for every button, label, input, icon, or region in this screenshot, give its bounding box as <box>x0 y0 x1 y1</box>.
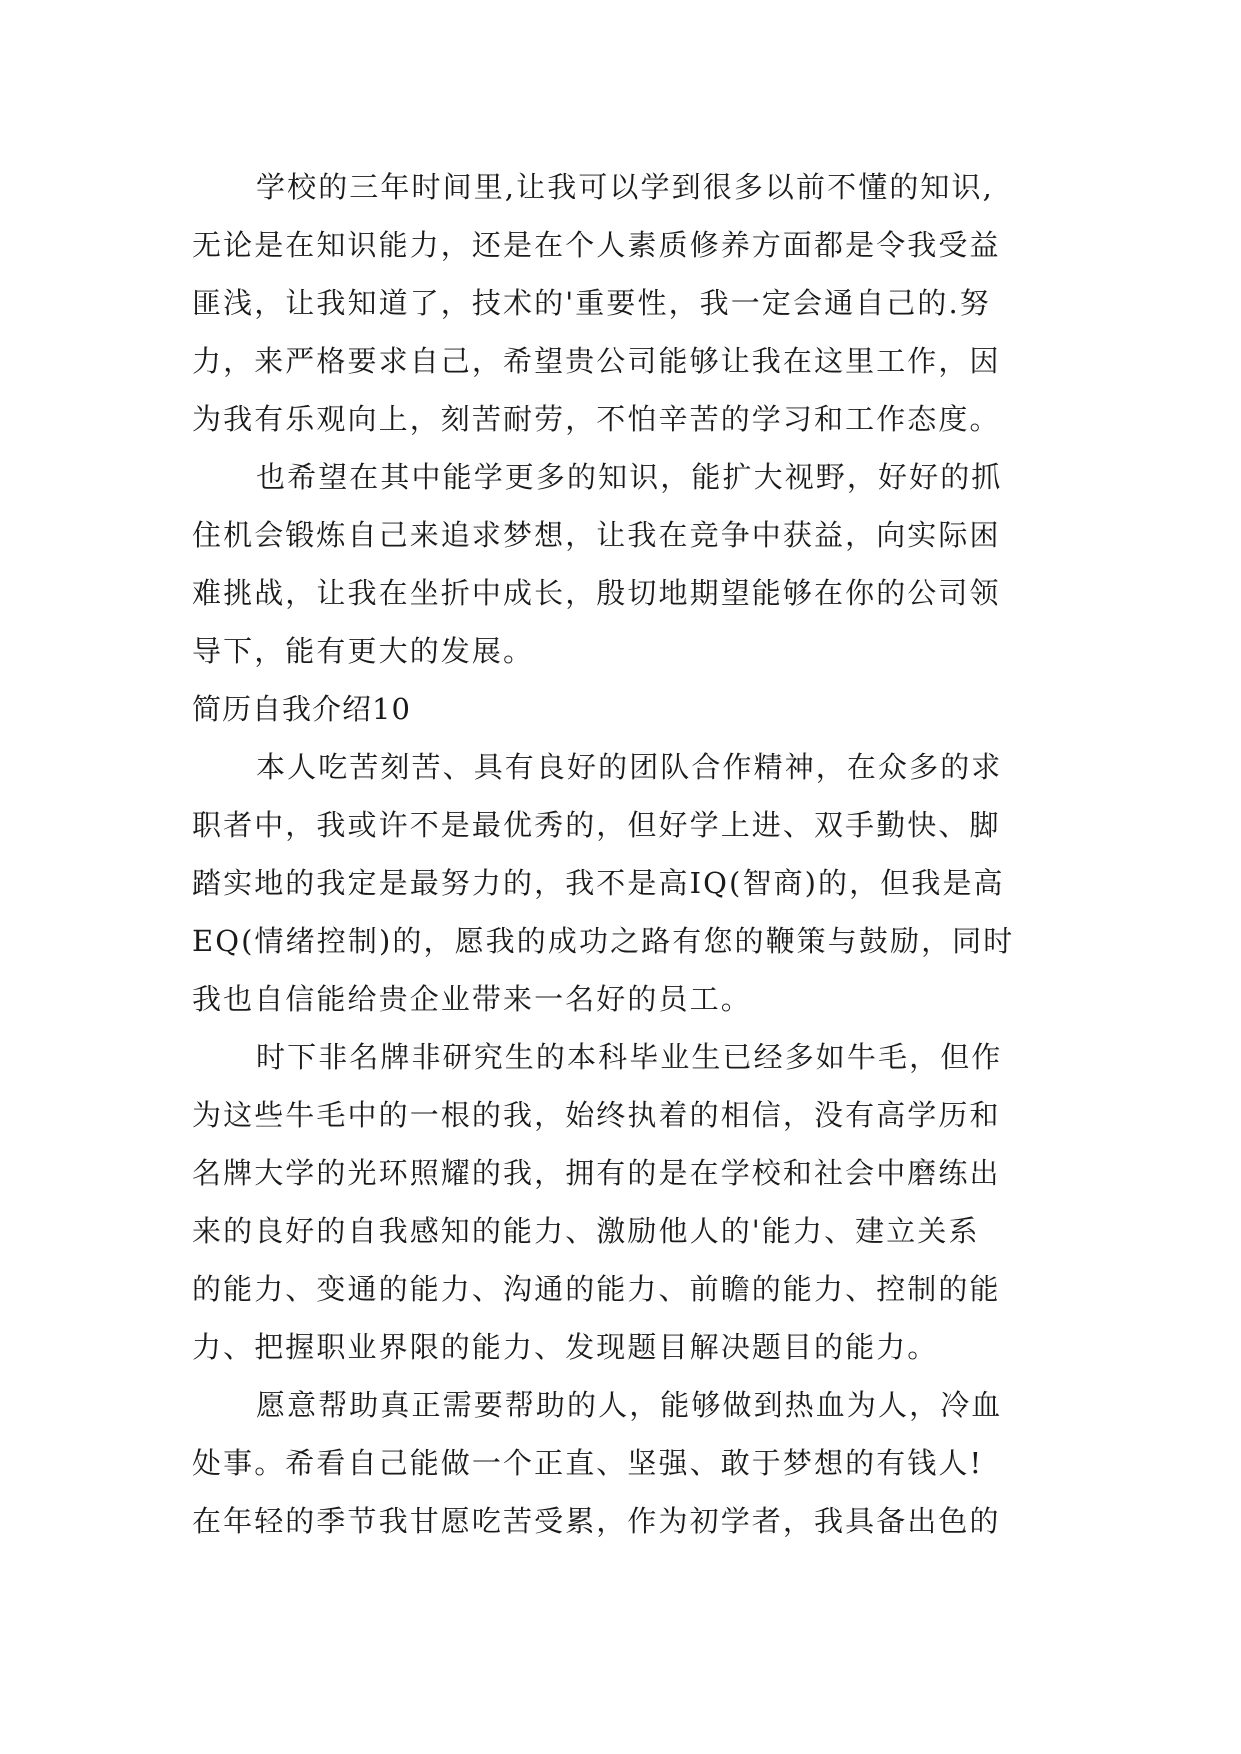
paragraph-3 <box>192 738 1072 1028</box>
paragraph-line: 名牌大学的光环照耀的我，拥有的是在学校和社会中磨练出 <box>192 1156 1001 1190</box>
paragraph-line: 学校的三年时间里,让我可以学到很多以前不懂的知识, <box>256 170 994 204</box>
paragraph-line: 在年轻的季节我甘愿吃苦受累，作为初学者，我具备出色的 <box>192 1504 1001 1538</box>
paragraph-line: 住机会锻炼自己来追求梦想，让我在竞争中获益，向实际困 <box>192 518 1001 552</box>
paragraph-1 <box>192 158 1072 448</box>
paragraph-line: EQ(情绪控制)的，愿我的成功之路有您的鞭策与鼓励，同时 <box>192 924 1015 958</box>
paragraph-line: 匪浅，让我知道了，技术的'重要性，我一定会通自己的.努 <box>192 286 991 320</box>
paragraph-line: 踏实地的我定是最努力的，我不是高IQ(智商)的，但我是高 <box>192 866 1005 900</box>
paragraph-line: 我也自信能给贵企业带来一名好的员工。 <box>192 982 752 1016</box>
paragraph-line: 职者中，我或许不是最优秀的，但好学上进、双手勤快、脚 <box>192 808 1001 842</box>
document-body <box>192 158 1072 1550</box>
paragraph-line: 导下，能有更大的发展。 <box>192 634 535 668</box>
paragraph-line: 处事。希看自己能做一个正直、坚强、敢于梦想的有钱人! <box>192 1446 984 1480</box>
paragraph-line: 无论是在知识能力，还是在个人素质修养方面都是令我受益 <box>192 228 1001 262</box>
paragraph-line: 的能力、变通的能力、沟通的能力、前瞻的能力、控制的能 <box>192 1272 1001 1306</box>
paragraph-line: 为这些牛毛中的一根的我，始终执着的相信，没有高学历和 <box>192 1098 1001 1132</box>
paragraph-line: 本人吃苦刻苦、具有良好的团队合作精神，在众多的求 <box>256 750 1003 784</box>
paragraph-line: 为我有乐观向上，刻苦耐劳，不怕辛苦的学习和工作态度。 <box>192 402 1001 436</box>
paragraph-line: 也希望在其中能学更多的知识，能扩大视野，好好的抓 <box>256 460 1003 494</box>
section-heading: 简历自我介绍10 <box>192 692 411 726</box>
paragraph-line: 力，来严格要求自己，希望贵公司能够让我在这里工作，因 <box>192 344 1001 378</box>
paragraph-line: 力、把握职业界限的能力、发现题目解决题目的能力。 <box>192 1330 939 1364</box>
paragraph-line: 时下非名牌非研究生的本科毕业生已经多如牛毛，但作 <box>256 1040 1003 1074</box>
paragraph-4 <box>192 1028 1072 1376</box>
paragraph-line: 愿意帮助真正需要帮助的人，能够做到热血为人，冷血 <box>256 1388 1003 1422</box>
paragraph-line: 来的良好的自我感知的能力、激励他人的'能力、建立关系 <box>192 1214 980 1248</box>
paragraph-2 <box>192 448 1072 680</box>
paragraph-5 <box>192 1376 1072 1550</box>
paragraph-line: 难挑战，让我在坐折中成长，殷切地期望能够在你的公司领 <box>192 576 1001 610</box>
